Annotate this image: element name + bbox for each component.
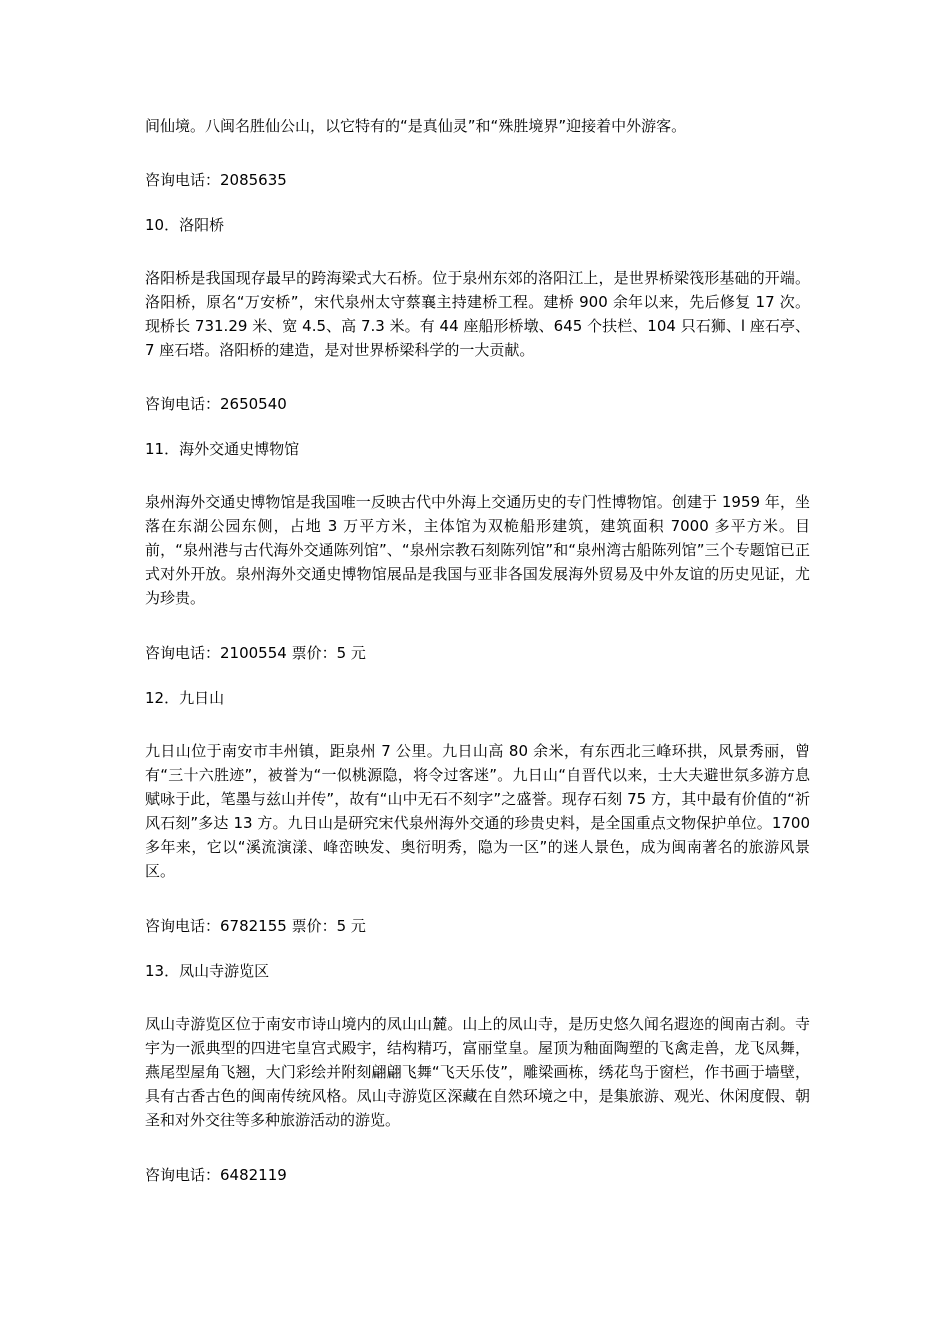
- contact-phone: 咨询电话：2085635: [145, 171, 287, 189]
- contact-phone-and-ticket: 咨询电话：6782155 票价：5 元: [145, 917, 366, 935]
- contact-phone: 咨询电话：2650540: [145, 395, 287, 413]
- section-heading-jiuri-mountain: 12．九日山: [145, 689, 225, 707]
- section-heading-maritime-museum: 11．海外交通史博物馆: [145, 440, 300, 458]
- paragraph-maritime-museum: 泉州海外交通史博物馆是我国唯一反映古代中外海上交通历史的专门性博物馆。创建于 1959 年，坐落在东湖公园东侧，占地 3 万平方米，主体馆为双桅船形建筑，建筑面积 7000 多平方米。目前，“泉州港与古代海外交通陈列馆”、“泉州宗教石刻陈列馆”和“泉州湾古船陈列馆”三个专题馆已正式对外开放。泉州海外交通史博物馆展品是我国与亚非各国发展海外贸易及中外友谊的历史见证，尤为珍贵。: [145, 493, 810, 607]
- paragraph-fengshan-temple: 凤山寺游览区位于南安市诗山境内的凤山山麓。山上的凤山寺，是历史悠久闻名遐迩的闽南古刹。寺宇为一派典型的四进宅皇宫式殿宇，结构精巧，富丽堂皇。屋顶为釉面陶塑的飞禽走兽，龙飞凤舞，燕尾型屋角飞翘，大门彩绘并附刻翩翩飞舞“飞天乐伎”，雕梁画栋，绣花鸟于窗栏，作书画于墙壁，具有古香古色的闽南传统风格。凤山寺游览区深藏在自然环境之中，是集旅游、观光、休闲度假、朝圣和对外交往等多种旅游活动的游览。: [145, 1015, 810, 1129]
- paragraph-jiuri-mountain: 九日山位于南安市丰州镇，距泉州 7 公里。九日山高 80 余米，有东西北三峰环拱，风景秀丽，曾有“三十六胜迹”，被誉为“一似桃源隐，将令过客迷”。九日山“自晋代以来，士大夫避世氛多游方息赋咏于此，笔墨与兹山并传”，故有“山中无石不刻字”之盛誉。现存石刻 75 方，其中最有价值的“祈风石刻”多达 13 方。九日山是研究宋代泉州海外交通的珍贵史料，是全国重点文物保护单位。1700 多年来，它以“溪流演漾、峰峦映发、奥衍明秀，隐为一区”的迷人景色，成为闽南著名的旅游风景区。: [145, 742, 810, 880]
- contact-phone: 咨询电话：6482119: [145, 1166, 287, 1184]
- section-heading-luoyang-bridge: 10．洛阳桥: [145, 216, 225, 234]
- section-heading-fengshan-temple: 13．凤山寺游览区: [145, 962, 270, 980]
- contact-phone-and-ticket: 咨询电话：2100554 票价：5 元: [145, 644, 366, 662]
- paragraph-luoyang-bridge: 洛阳桥是我国现存最早的跨海梁式大石桥。位于泉州东郊的洛阳江上，是世界桥梁筏形基础的开端。洛阳桥，原名“万安桥”，宋代泉州太守蔡襄主持建桥工程。建桥 900 余年以来，先后修复 17 次。现桥长 731.29 米、宽 4.5、高 7.3 米。有 44 座船形桥墩、645 个扶栏、104 只石狮、l 座石亭、7 座石塔。洛阳桥的建造，是对世界桥梁科学的一大贡献。: [145, 269, 810, 359]
- paragraph-fairy-mountain-tail: 间仙境。八闽名胜仙公山，以它特有的“是真仙灵”和“殊胜境界”迎接着中外游客。: [145, 117, 687, 135]
